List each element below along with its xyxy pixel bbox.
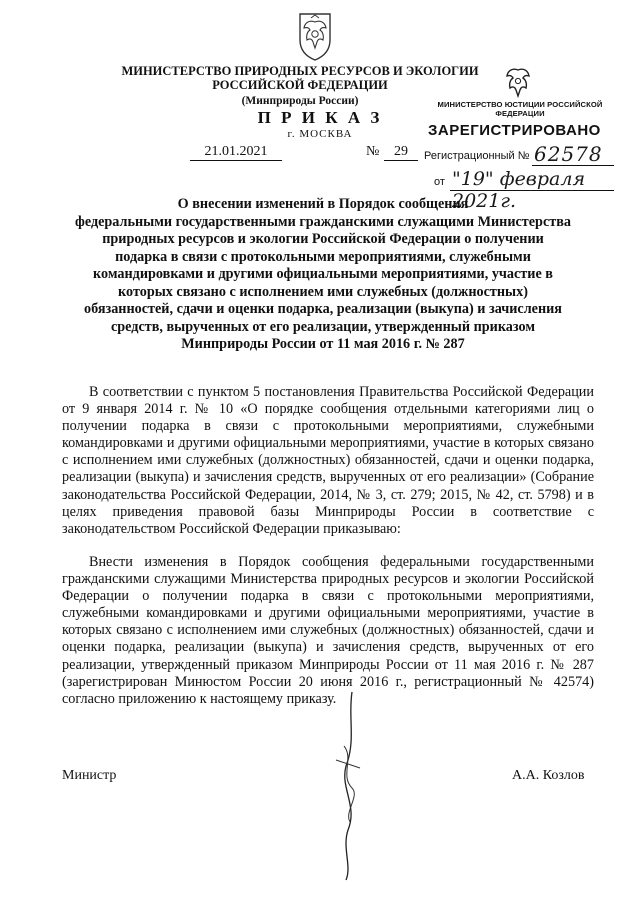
number-sign: № [366, 144, 380, 159]
title-line: Минприроды России от 11 мая 2016 г. № 287 [181, 336, 465, 352]
title-line: подарка в связи с протокольными мероприятиями, служебными [115, 248, 531, 265]
handwritten-signature [322, 688, 374, 884]
order-title [56, 196, 590, 354]
stamp-date-label: от [434, 176, 445, 188]
preamble-paragraph: В соответствии с пунктом 5 постановления Правительства Российской Федерации от 9 января 2014 г. № 10 «О порядке сообщения отдельными категориями лиц о получении подарка в связи с протокольными мероприятиями, служебными командировками и другими официальными мероприятиями, участие в которых связано с исполнением ими служебных (должностных) обязанностей, сдачи и оценки подарка, реализации (выкупа) и зачисления средств, вырученных от его реализации» (Собрание законодательства Российской Федерации, 2014, № 3, ст. 279; 2015, № 42, ст. 5798) и в целях приведения правовой базы Минприроды России в соответствие с законодательством Российской Федерации приказываю: [62, 384, 594, 537]
title-line: О внесении изменений в Порядок сообщения [177, 196, 469, 212]
title-line: федеральными государственными гражданскими служащими Министерства [75, 213, 571, 230]
stamp-status: ЗАРЕГИСТРИРОВАНО [428, 122, 601, 139]
title-line: обязанностей, сдачи и оценки подарка, реализации (выкупа) и зачисления [83, 301, 562, 317]
signatory-role: Министр [62, 768, 117, 783]
stamp-organization: МИНИСТЕРСТВО ЮСТИЦИИ РОССИЙСКОЙ ФЕДЕРАЦИИ [437, 100, 603, 118]
order-paragraph: Внести изменения в Порядок сообщения федеральными государственными гражданскими служащими Министерства природных ресурсов и экологии Российской Федерации о получении подарка в связи с протокольными мероприятиями, служебными командировками и другими официальными мероприятиями, участие в которых связано с исполнением ими служебных (должностных) обязанностей, сдачи и оценки подарка, реализации (выкупа) и зачисления средств, вырученных от его реализации, утвержденный приказом Минприроды России от 11 мая 2016 г. № 287 (зарегистрирован Минюстом России 20 июня 2016 г., регистрационный № 42574) согласно приложению к настоящему приказу. [62, 554, 594, 707]
stamp-emblem [500, 66, 536, 98]
ministry-name-line2: РОССИЙСКОЙ ФЕДЕРАЦИИ [212, 78, 388, 92]
coat-of-arms-emblem [292, 10, 338, 62]
city: г. МОСКВА [287, 128, 353, 140]
title-line: средств, вырученных от его реализации, утвержденный приказом [110, 318, 536, 335]
ministry-short-name: (Минприроды России) [241, 95, 359, 107]
stamp-date-value: "19" февраля 2021г. [452, 168, 586, 212]
title-line: командировками и другими официальными мероприятиями, участие в [93, 266, 553, 282]
stamp-number-underline [532, 165, 614, 166]
order-date: 21.01.2021 [190, 144, 282, 161]
stamp-registration-number: 62578 [534, 142, 603, 166]
signatory-name: А.А. Козлов [512, 768, 585, 783]
ministry-name-line1: МИНИСТЕРСТВО ПРИРОДНЫХ РЕСУРСОВ И ЭКОЛОГИИ [121, 64, 479, 78]
title-line: которых связано с исполнением ими служебных (должностных) [118, 283, 528, 300]
order-number: 29 [384, 144, 418, 161]
title-line: природных ресурсов и экологии Российской Федерации о получении [102, 231, 544, 247]
stamp-date-underline [450, 190, 614, 191]
stamp-registration-label: Регистрационный № [424, 150, 530, 162]
registration-stamp [422, 66, 618, 212]
document-type: П Р И К А З [257, 108, 383, 127]
